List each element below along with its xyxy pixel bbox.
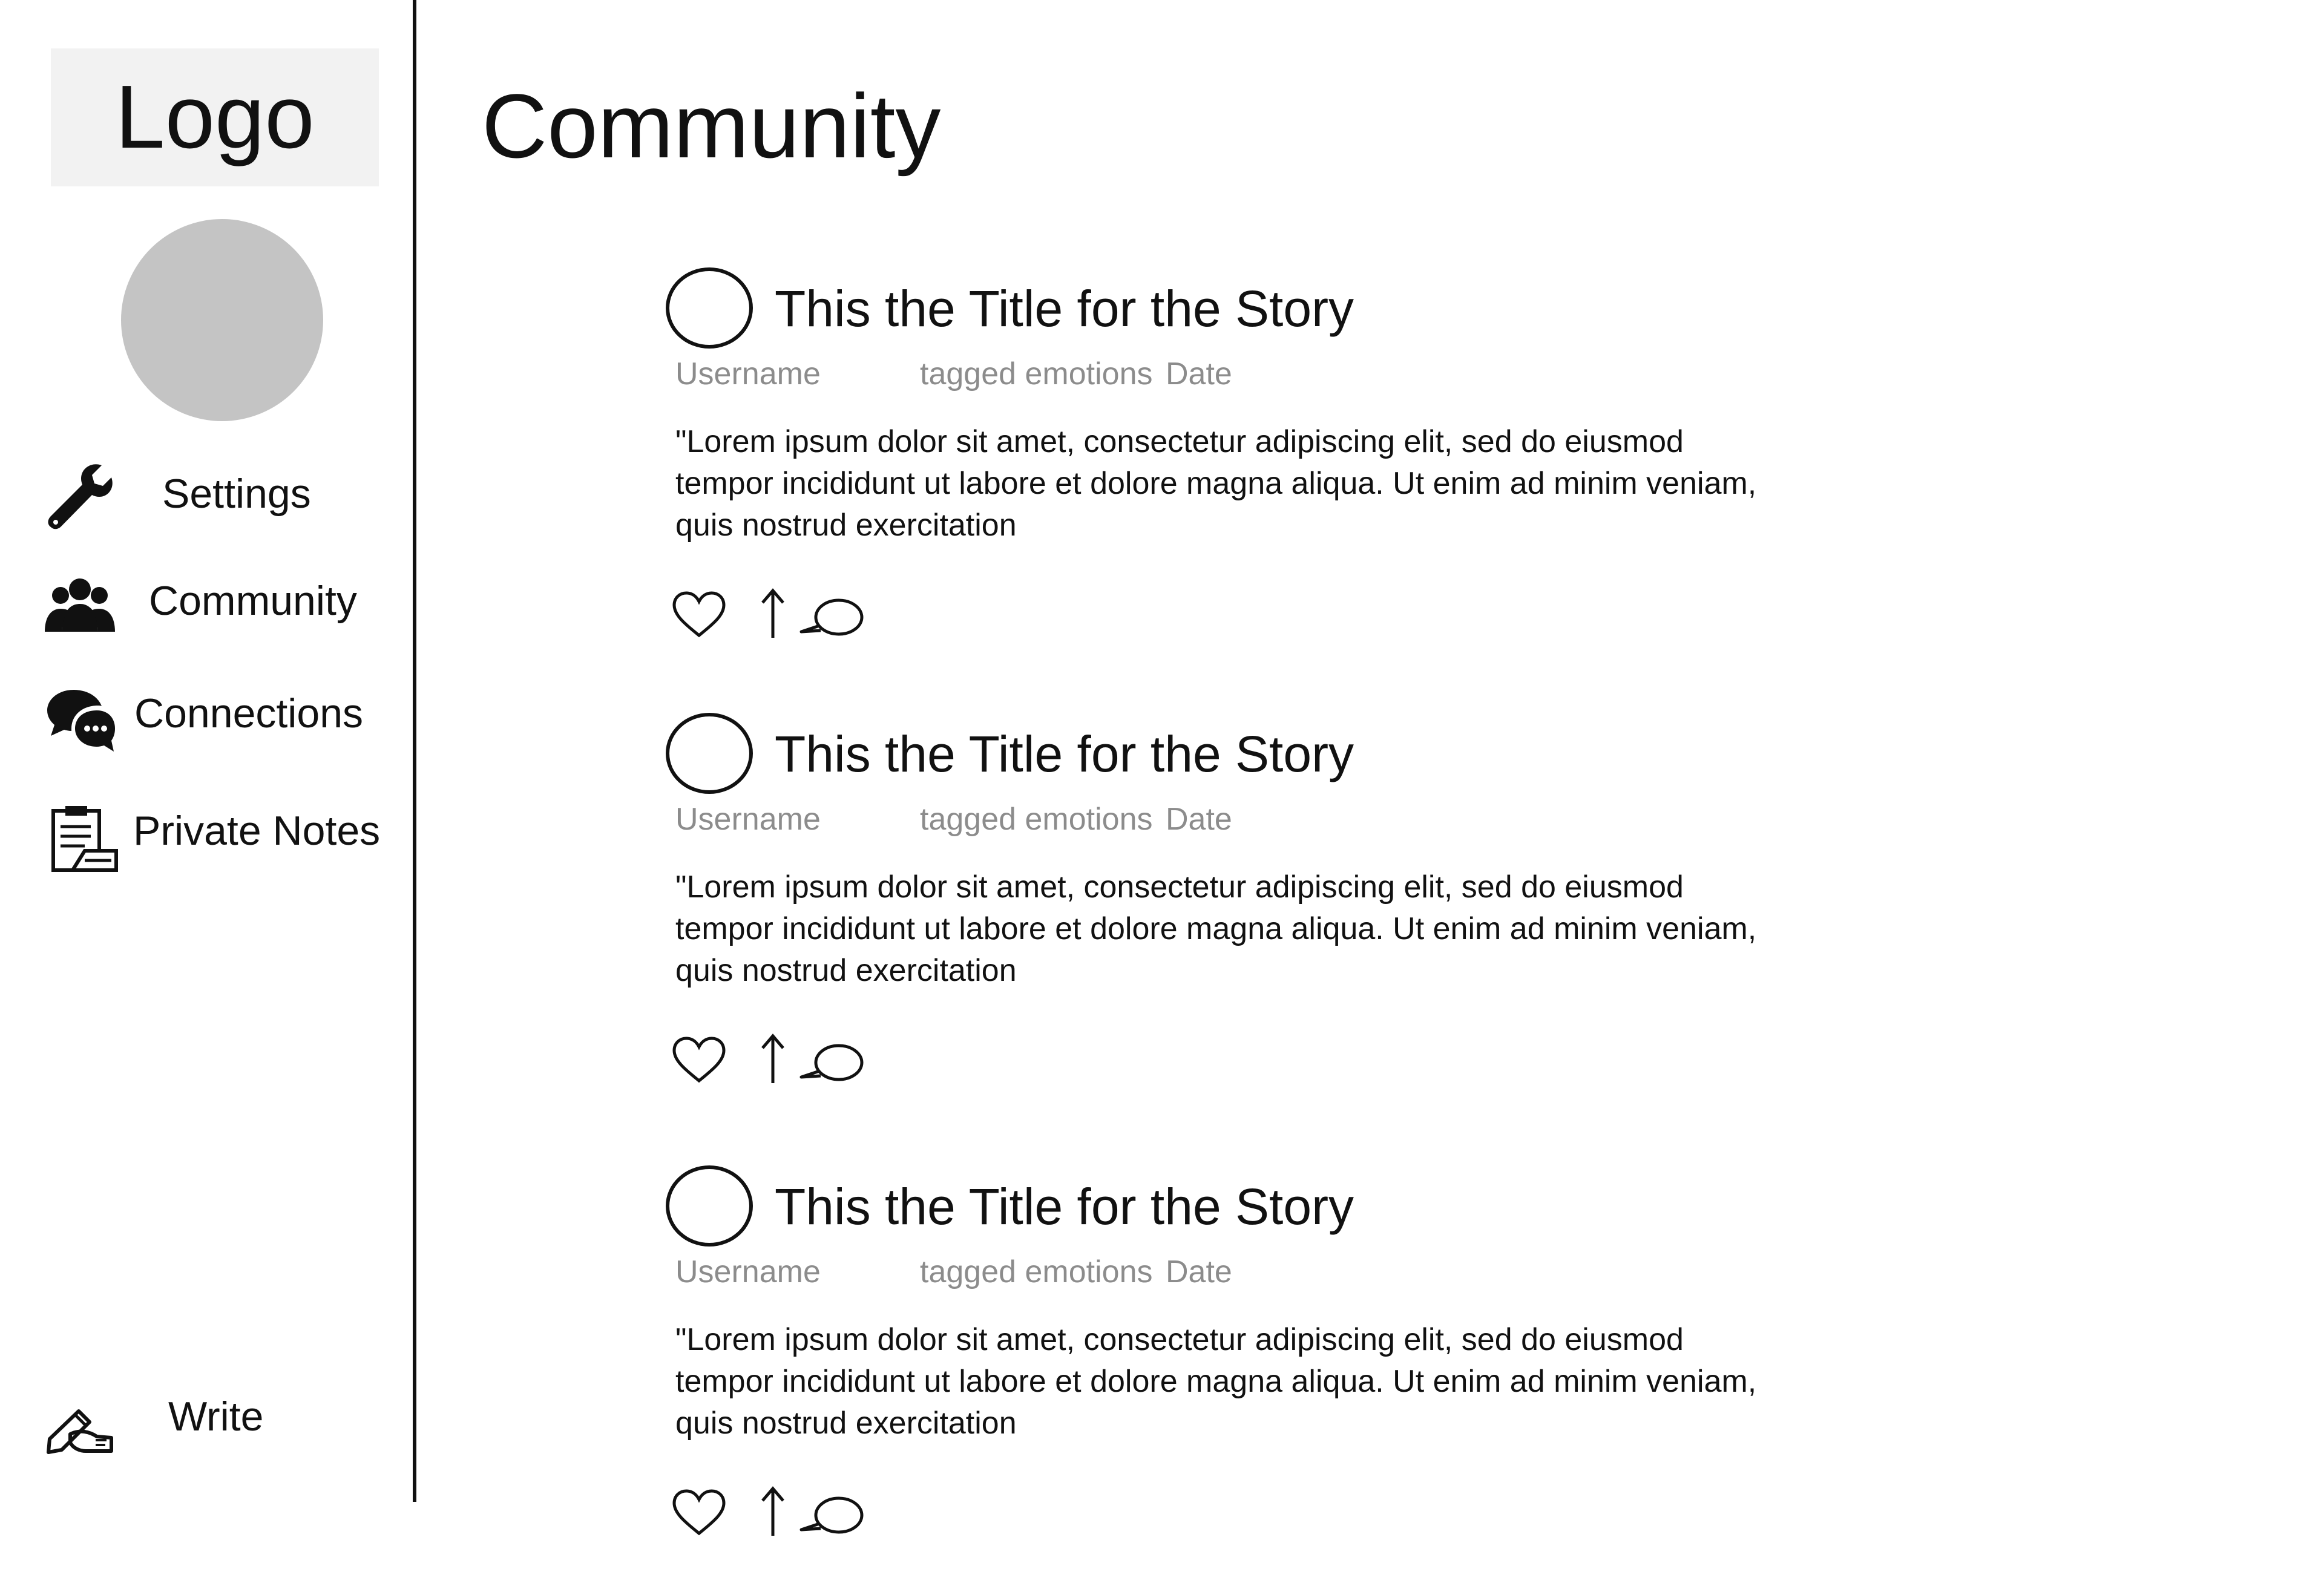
share-arrow-icon[interactable] [758,1031,788,1086]
share-arrow-icon[interactable] [758,1484,788,1538]
sidebar-item-private-notes[interactable] [0,793,413,883]
story-card[interactable] [666,267,1876,691]
wrench-icon [44,459,116,532]
heart-icon[interactable] [672,591,726,639]
heart-icon[interactable] [672,1489,726,1537]
story-date: Date [1166,1254,1232,1289]
user-avatar[interactable] [121,219,323,421]
story-excerpt: "Lorem ipsum dolor sit amet, consectetur adipiscing elit, sed do eiusmod tempor incididunt ut labore et dolore magna aliqua. Ut enim ad minim veniam, quis nostrud exercitation [675,1322,1757,1441]
story-emotions: tagged emotions [920,802,1153,837]
main-content [416,0,2324,1502]
page-title: Community [482,75,941,177]
story-emotions: tagged emotions [920,1254,1153,1289]
story-emotions: tagged emotions [920,356,1153,392]
sidebar-item-write[interactable] [0,1378,413,1469]
story-excerpt: "Lorem ipsum dolor sit amet, consectetur adipiscing elit, sed do eiusmod tempor incididunt ut labore et dolore magna aliqua. Ut enim ad minim veniam, quis nostrud exercitation [675,870,1757,988]
story-date: Date [1166,356,1232,392]
story-date: Date [1166,802,1232,837]
comment-icon[interactable] [799,1041,865,1089]
sidebar-item-label: Connections [134,690,364,736]
story-username[interactable]: Username [675,1254,821,1289]
comment-icon[interactable] [799,595,865,644]
story-username[interactable]: Username [675,802,821,837]
story-title[interactable]: This the Title for the Story [775,726,1354,782]
author-avatar[interactable] [666,713,753,794]
sidebar [0,0,416,1502]
story-username[interactable]: Username [675,356,821,392]
sidebar-item-label: Settings [162,471,311,517]
notes-icon [48,802,121,875]
comment-icon[interactable] [799,1493,865,1542]
story-title[interactable]: This the Title for the Story [775,280,1354,337]
story-excerpt: "Lorem ipsum dolor sit amet, consectetur adipiscing elit, sed do eiusmod tempor incididunt ut labore et dolore magna aliqua. Ut enim ad minim veniam, quis nostrud exercitation [675,424,1757,543]
share-arrow-icon[interactable] [758,586,788,640]
story-card[interactable] [666,1165,1876,1589]
author-avatar[interactable] [666,1165,753,1247]
hand-writing-icon [44,1387,116,1460]
story-title[interactable]: This the Title for the Story [775,1178,1354,1235]
chat-bubbles-icon [44,685,116,758]
story-card[interactable] [666,713,1876,1136]
sidebar-item-label: Write [168,1394,264,1440]
logo[interactable]: Logo [51,48,379,186]
author-avatar[interactable] [666,267,753,349]
sidebar-item-label: Community [149,578,357,624]
sidebar-item-label: Private Notes [133,808,381,854]
sidebar-item-settings[interactable] [0,451,413,542]
sidebar-item-community[interactable] [0,563,413,654]
heart-icon[interactable] [672,1036,726,1084]
sidebar-item-connections[interactable] [0,675,413,766]
users-icon [44,571,116,644]
